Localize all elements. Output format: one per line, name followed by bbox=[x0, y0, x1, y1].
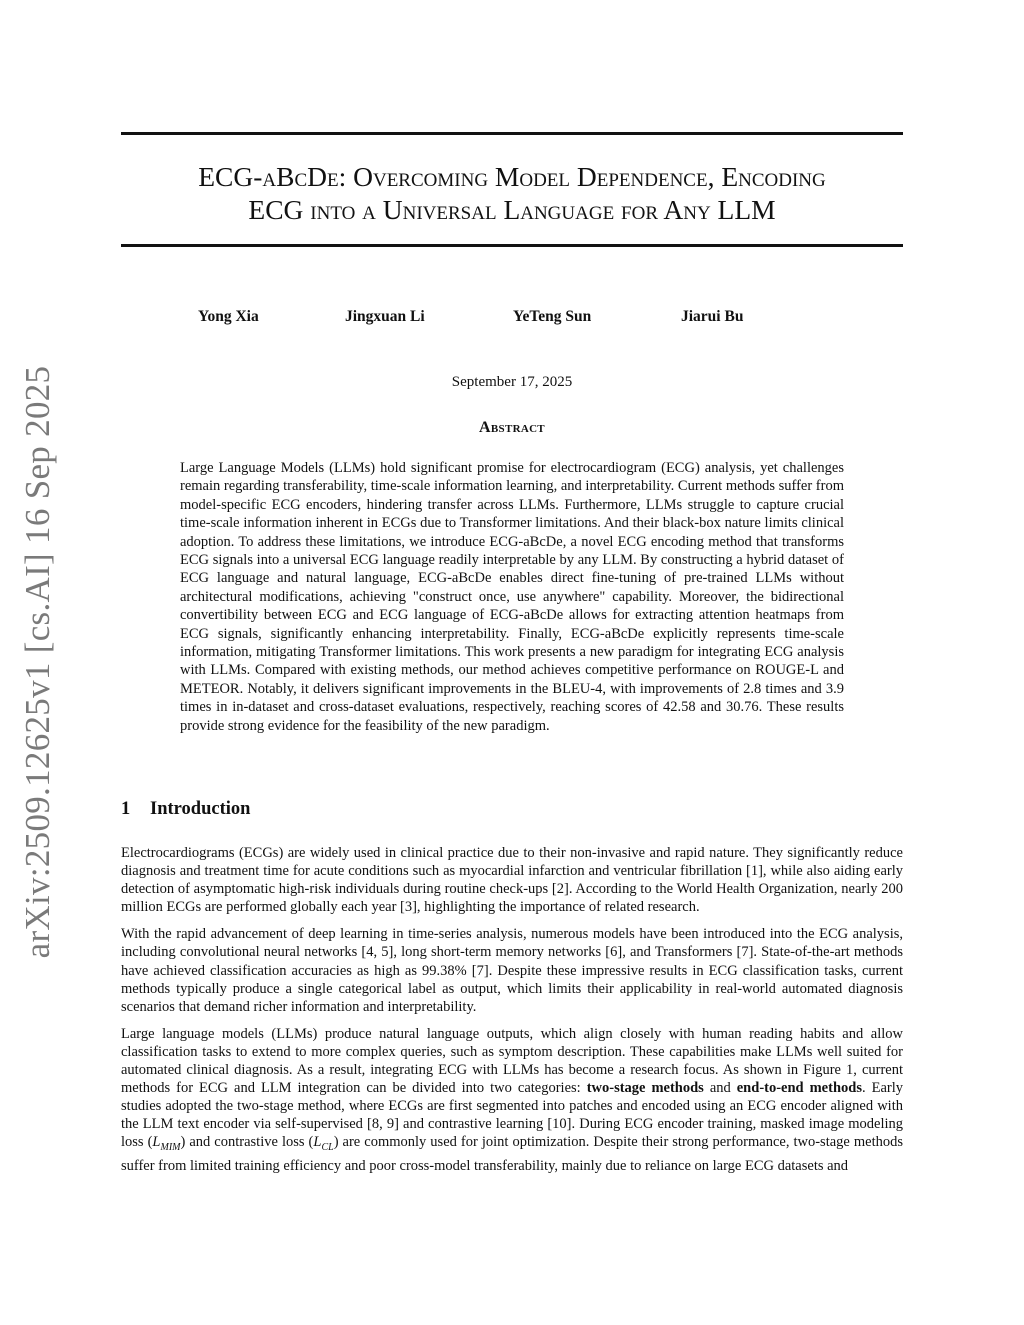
abstract-heading: Abstract bbox=[479, 419, 545, 436]
title-line-1: ECG-aBcDe: Overcoming Model Dependence, Encoding bbox=[198, 161, 826, 192]
text-run: ) and contrastive loss ( bbox=[180, 1134, 314, 1151]
math-base: L bbox=[152, 1134, 161, 1151]
math-base: L bbox=[313, 1134, 322, 1151]
introduction-body bbox=[121, 844, 903, 1184]
title-line-2: ECG into a Universal Language for Any LLM bbox=[248, 194, 776, 225]
title-top-rule bbox=[121, 132, 903, 135]
text-run: ) are commonly used for joint optimization. Despite their strong performance, two-stage methods suffer from limited training efficiency and poor cross-model transferability, mainly due to reliance on large ECG datasets and bbox=[121, 1134, 903, 1175]
math-subscript: CL bbox=[321, 1142, 334, 1154]
author-name: Yong Xia bbox=[198, 308, 259, 325]
math-loss-mim bbox=[152, 1134, 181, 1154]
publication-date: September 17, 2025 bbox=[451, 374, 573, 390]
author-name: Jiarui Bu bbox=[681, 308, 744, 325]
section-heading-introduction bbox=[121, 799, 250, 820]
section-number: 1 bbox=[121, 799, 131, 819]
author-name: Jingxuan Li bbox=[345, 308, 425, 325]
math-loss-cl bbox=[313, 1134, 334, 1154]
arxiv-identifier-sidebar: arXiv:2509.12625v1 [cs.AI] 16 Sep 2025 bbox=[18, 365, 57, 959]
intro-paragraph-2: With the rapid advancement of deep learning in time-series analysis, numerous models have been introduced into the ECG analysis, including convolutional neural networks [4, 5], long short-term memory networks [6], and Transformers [7]. State-of-the-art methods have achieved classification accuracies as high as 99.38% [7]. Despite these impressive results in ECG classification tasks, current methods typically produce a single categorical label as output, which limits their applicability in real-world automated diagnosis scenarios that demand richer information and interpretability. bbox=[121, 926, 903, 1015]
bold-term-two-stage: two-stage methods bbox=[586, 1080, 704, 1097]
section-title: Introduction bbox=[150, 799, 251, 819]
intro-paragraph-1: Electrocardiograms (ECGs) are widely used in clinical practice due to their non-invasive and rapid nature. They significantly reduce diagnosis and treatment time for acute conditions such as myocardial infarction and ventricular fibrillation [1], while also aiding early detection of asymptomatic high-risk individuals during routine check-ups [2]. According to the World Health Organization, nearly 200 million ECGs are performed globally each year [3], highlighting the importance of related research. bbox=[121, 845, 903, 916]
text-run: Large language models (LLMs) produce natural language outputs, which align closely with human reading habits and allow classification tasks to extend to more complex queries, such as symptom description. These capabilities make LLMs well suited for automated clinical diagnosis. As a result, integrating ECG with LLMs has become a research focus. As shown in Figure 1, current methods for ECG and LLM integration can be divided into two categories: bbox=[121, 1025, 903, 1097]
math-subscript: MIM bbox=[160, 1142, 181, 1154]
paper-title bbox=[121, 160, 903, 226]
intro-paragraph-3 bbox=[121, 1025, 903, 1176]
author-name: YeTeng Sun bbox=[513, 308, 592, 325]
bold-term-end-to-end: end-to-end methods bbox=[736, 1080, 862, 1097]
title-bottom-rule bbox=[121, 244, 903, 247]
abstract-body bbox=[180, 459, 844, 735]
abstract-paragraph: Large Language Models (LLMs) hold significant promise for electrocardiogram (ECG) analysis, yet challenges remain regarding transferability, time-scale information learning, and interpretability. Current methods suffer from model-specific ECG encoders, hindering transfer across LLMs. Furthermore, LLMs struggle to capture crucial time-scale information inherent in ECGs due to Transformer limitations. And their black-box nature limits clinical adoption. To address these limitations, we introduce ECG-aBcDe, a novel ECG encoding method that transforms ECG signals into a universal ECG language readily interpretable by any LLM. By constructing a hybrid dataset of ECG language and natural language, ECG-aBcDe enables direct fine-tuning of pre-trained LLMs without architectural modifications, achieving "construct once, use anywhere" capability. Moreover, the bidirectional convertibility between ECG and ECG language of ECG-aBcDe allows for extracting attention heatmaps from ECG signals, significantly enhancing interpretability. Finally, ECG-aBcDe explicitly represents time-scale information, mitigating Transformer limitations. This work presents a new paradigm for integrating ECG analysis with LLMs. Compared with existing methods, our method achieves competitive performance on ROUGE-L and METEOR. Notably, it delivers significant improvements in the BLEU-4, with improvements of 2.8 times and 3.9 times in in-dataset and cross-dataset evaluations, respectively, reaching scores of 42.58 and 30.76. These results provide strong evidence for the feasibility of the new paradigm. bbox=[180, 460, 844, 734]
text-run: and bbox=[703, 1080, 737, 1097]
text-run: . Early studies adopted the two-stage method, where ECGs are first segmented into patches and encoded using an ECG encoder aligned with the LLM text encoder via self-supervised [8, 9] and contrastive learning [10]. During ECG encoder training, masked image modeling loss ( bbox=[121, 1080, 903, 1151]
